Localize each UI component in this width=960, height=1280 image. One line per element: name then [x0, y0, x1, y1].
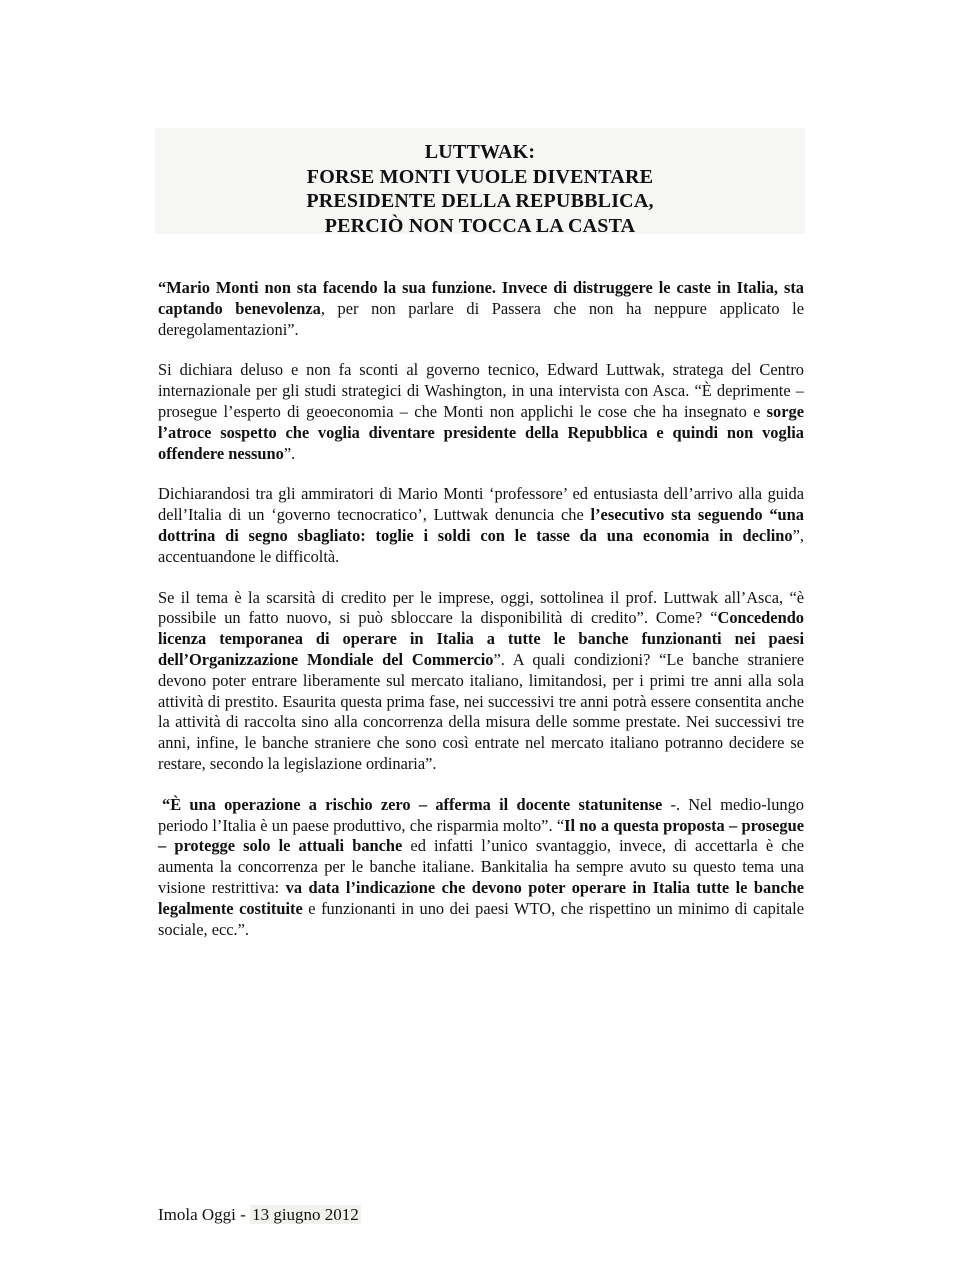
headline-line-3: PRESIDENTE DELLA REPUBBLICA, [306, 190, 654, 212]
text-segment: ”. [283, 443, 296, 463]
headline-line-4: PERCIÒ NON TOCCA LA CASTA [324, 214, 636, 237]
article-body [158, 278, 804, 960]
text-segment: Si dichiara deluso e non fa sconti al governo tecnico, Edward Luttwak, stratega del Centro internazionale per gli studi strategici di Washington, in una intervista con Asca. “È deprimente – prosegue l’esperto di geoeconomia – che Monti non applichi le cose che ha insegnato e [158, 360, 804, 421]
footer-source-line [158, 1204, 361, 1226]
text-segment: sorge l’atroce sospetto che voglia diventare presidente della Repubblica e quindi non voglia offendere nessuno [158, 401, 804, 463]
text-segment: Se il tema è la scarsità di credito per le imprese, oggi, sottolinea il prof. Luttwak all’Asca, “è possibile un fatto nuovo, si può sbloccare la disponibilità di credito”. Come? “ [158, 587, 804, 628]
footer-date: 13 giugno 2012 [252, 1205, 359, 1224]
headline-line-1: LUTTWAK: [424, 141, 536, 163]
text-segment: ”, accentuandone le difficoltà. [158, 525, 804, 566]
paragraph-5 [158, 795, 804, 941]
paragraph-1 [158, 278, 804, 340]
footer-source: Imola Oggi - [158, 1205, 251, 1224]
text-segment: Concedendo licenza temporanea di operare in Italia a tutte le banche funzionanti nei paesi dell’Organizzazione Mondiale del Commercio [158, 608, 804, 669]
text-segment: , per non parlare di Passera che non ha neppure applicato le deregolamentazioni”. [158, 298, 804, 339]
text-segment: Il no a questa proposta – prosegue – protegge solo le attuali banche [158, 815, 804, 856]
text-segment: “È una operazione a rischio zero – afferma il docente statunitense [162, 794, 663, 814]
text-segment: “Mario Monti non sta facendo la sua funzione. Invece di distruggere le caste in Italia, sta captando benevolenza [158, 278, 804, 318]
text-segment: Dichiarandosi tra gli ammiratori di Mario Monti ‘professore’ ed entusiasta dell’arrivo alla guida dell’Italia di un ‘governo tecnocratico’, Luttwak denuncia che [158, 484, 804, 525]
text-segment: va data l’indicazione che devono poter operare in Italia tutte le banche legalmente costituite [158, 877, 804, 918]
headline-box [155, 128, 805, 237]
text-segment: l’esecutivo sta seguendo “una dottrina di segno sbagliato: toglie i soldi con le tasse da una economia in declino [158, 505, 804, 545]
text-segment: e funzionanti in uno dei paesi WTO, che rispettino un minimo di capitale sociale, ecc.”. [158, 898, 804, 939]
headline-line-2: FORSE MONTI VUOLE DIVENTARE [306, 165, 654, 188]
text-segment: ”. A quali condizioni? “Le banche straniere devono poter entrare liberamente sul mercato italiano, limitandosi, per i primi tre anni alla sola attività di prestito. Esaurita questa prima fase, nei successivi tre anni potrà essere consentita anche la attività di raccolta sino alla concorrenza della misura delle somme prestate. Nei successivi tre anni, infine, le banche straniere che sono così entrate nel mercato italiano potranno decidere se restare, secondo la legislazione ordinaria”. [158, 649, 804, 773]
text-segment: ed infatti l’unico svantaggio, invece, di accettarla è che aumenta la concorrenza per le banche italiane. Bankitalia ha sempre avuto su questo tema una visione restrittiva: [158, 836, 804, 897]
paragraph-4 [158, 588, 804, 775]
paragraph-2 [158, 360, 804, 464]
text-segment: -. Nel medio-lungo periodo l’Italia è un paese produttivo, che risparmia molto”. “ [158, 794, 804, 835]
paragraph-3 [158, 484, 804, 567]
